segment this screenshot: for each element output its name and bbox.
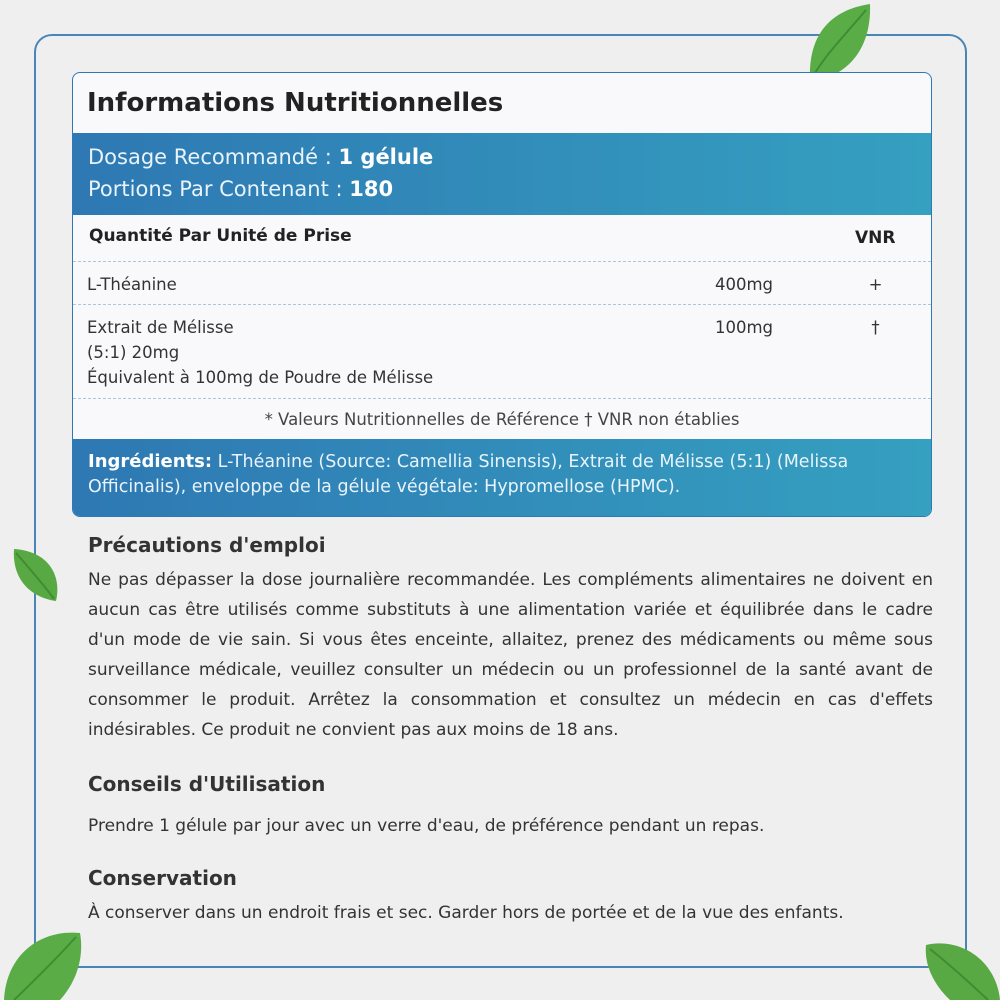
leaf-icon (0, 925, 85, 1000)
row-amount: 400mg (714, 275, 773, 294)
reference-note: * Valeurs Nutritionnelles de Référence † VNR non établies (264, 409, 740, 429)
dosage-line (88, 141, 916, 173)
dosage-band (73, 133, 931, 215)
conseils-title: Conseils d'Utilisation (88, 772, 326, 796)
row-name: L-Théanine (87, 275, 177, 294)
row-name (87, 315, 433, 390)
dosage-label: Dosage Recommandé : (88, 145, 339, 169)
nutrition-panel (72, 72, 932, 517)
table-header (73, 215, 931, 262)
ingredients-label: Ingrédients: (88, 451, 213, 472)
row-name-line: Extrait de Mélisse (87, 318, 234, 337)
ingredients-band (73, 439, 931, 517)
conseils-text: Prendre 1 gélule par jour avec un verre d'eau, de préférence pendant un repas. (88, 816, 765, 836)
row-vnr: + (868, 275, 883, 294)
portions-label: Portions Par Contenant : (88, 177, 350, 201)
table-row (73, 262, 931, 305)
row-name-line: (5:1) 20mg (87, 343, 180, 362)
conservation-text: À conserver dans un endroit frais et sec. Garder hors de portée et de la vue des enfants. (88, 903, 844, 923)
header-quantity-label: Quantité Par Unité de Prise (89, 226, 352, 246)
header-vnr-label: VNR (855, 228, 896, 248)
precautions-text: Ne pas dépasser la dose journalière recommandée. Les compléments alimentaires ne doivent en aucun cas être utilisés comme substituts à une alimentation variée et équilibrée dans le cadre d'un mode de vie sain. Si vous êtes enceinte, allaitez, prenez des médicaments ou même sous surveillance médicale, veuillez consulter un médecin ou un professionnel de la santé avant de consommer le produit. Arrêtez la consommation et consultez un médecin en cas d'effets indésirables. Ce produit ne convient pas aux moins de 18 ans. (88, 570, 933, 740)
panel-title: Informations Nutritionnelles (87, 88, 504, 118)
dosage-value: 1 gélule (338, 145, 434, 169)
ingredients-text: L-Théanine (Source: Camellia Sinensis), Extrait de Mélisse (5:1) (Melissa Officinalis), enveloppe de la gélule végétale: Hypromellose (HPMC). (88, 452, 849, 497)
leaf-icon (8, 545, 63, 605)
row-name-line: Équivalent à 100mg de Poudre de Mélisse (87, 368, 434, 387)
table-row (73, 305, 931, 399)
leaf-icon (920, 935, 1000, 1000)
precautions-title: Précautions d'emploi (88, 533, 326, 557)
conservation-title: Conservation (88, 866, 237, 890)
portions-line (88, 173, 916, 205)
row-amount: 100mg (714, 318, 773, 337)
row-vnr: † (871, 318, 880, 337)
portions-value: 180 (349, 177, 394, 201)
